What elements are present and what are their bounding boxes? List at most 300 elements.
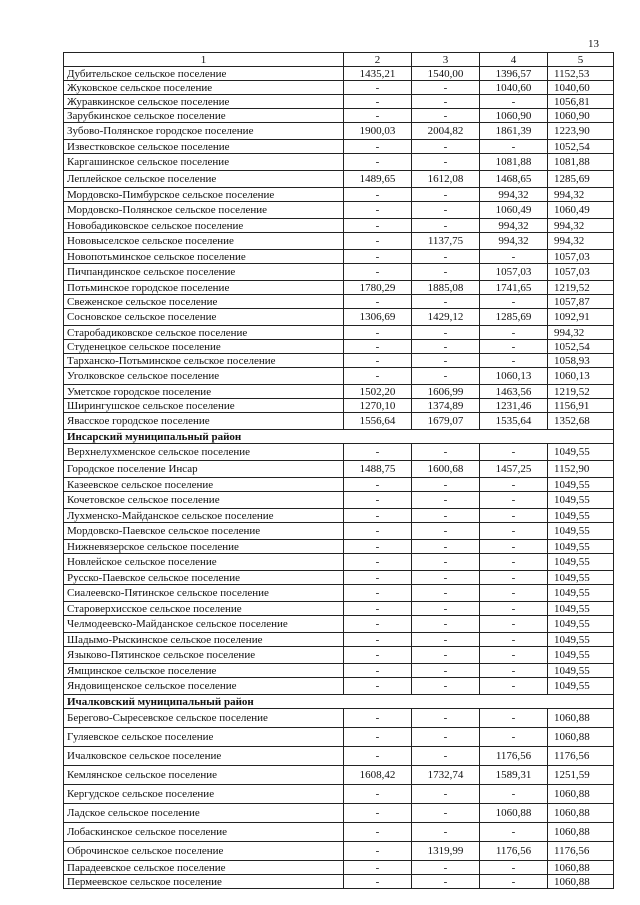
value-col-5: 994,32 xyxy=(548,188,614,202)
value-col-2: - xyxy=(344,154,412,171)
value-col-4: 1060,90 xyxy=(480,109,548,123)
section-title: Ичалковский муниципальный район xyxy=(64,695,614,709)
value-col-2: - xyxy=(344,264,412,281)
value-col-4: 994,32 xyxy=(480,219,548,233)
settlement-name: Зарубкинское сельское поселение xyxy=(64,109,344,123)
settlement-name: Сиалеевско-Пятинское сельское поселение xyxy=(64,585,344,602)
value-col-3: - xyxy=(412,154,480,171)
table-row xyxy=(64,219,614,233)
table-row xyxy=(64,354,614,368)
value-col-2: - xyxy=(344,340,412,354)
value-col-2: - xyxy=(344,861,412,875)
settlement-name: Староверхисское сельское поселение xyxy=(64,602,344,616)
value-col-5: 1060,88 xyxy=(548,823,614,842)
value-col-4: 1861,39 xyxy=(480,123,548,140)
value-col-3: - xyxy=(412,478,480,492)
value-col-5: 1049,55 xyxy=(548,444,614,461)
value-col-4: - xyxy=(480,326,548,340)
table-row xyxy=(64,509,614,523)
settlement-name: Казеевское сельское поселение xyxy=(64,478,344,492)
section-header-row xyxy=(64,695,614,709)
value-col-2: - xyxy=(344,81,412,95)
value-col-4: - xyxy=(480,140,548,154)
value-col-2: - xyxy=(344,728,412,747)
value-col-3: - xyxy=(412,647,480,664)
value-col-5: 1176,56 xyxy=(548,747,614,766)
table-row xyxy=(64,647,614,664)
value-col-4: - xyxy=(480,602,548,616)
value-col-2: - xyxy=(344,785,412,804)
value-col-3: - xyxy=(412,140,480,154)
value-col-2: - xyxy=(344,602,412,616)
value-col-5: 1152,53 xyxy=(548,67,614,81)
value-col-2: 1900,03 xyxy=(344,123,412,140)
value-col-5: 1049,55 xyxy=(548,571,614,585)
value-col-3: 1600,68 xyxy=(412,461,480,478)
table-row xyxy=(64,842,614,861)
value-col-5: 1049,55 xyxy=(548,633,614,647)
table-row xyxy=(64,109,614,123)
value-col-5: 1060,88 xyxy=(548,709,614,728)
value-col-3: - xyxy=(412,571,480,585)
value-col-4: - xyxy=(480,709,548,728)
table-row xyxy=(64,171,614,188)
value-col-4: - xyxy=(480,823,548,842)
table-row xyxy=(64,861,614,875)
value-col-4: - xyxy=(480,478,548,492)
table-row xyxy=(64,188,614,202)
value-col-5: 1060,88 xyxy=(548,875,614,889)
value-col-2: - xyxy=(344,585,412,602)
value-col-4: - xyxy=(480,492,548,509)
settlement-name: Ладское сельское поселение xyxy=(64,804,344,823)
settlement-name: Жуковское сельское поселение xyxy=(64,81,344,95)
value-col-4: 1463,56 xyxy=(480,385,548,399)
section-header-row xyxy=(64,430,614,444)
value-col-5: 1060,88 xyxy=(548,804,614,823)
settlement-name: Берегово-Сыресевское сельское поселение xyxy=(64,709,344,728)
settlement-name: Кергудское сельское поселение xyxy=(64,785,344,804)
value-col-5: 1060,88 xyxy=(548,785,614,804)
settlement-name: Нововыселское сельское поселение xyxy=(64,233,344,250)
value-col-4: - xyxy=(480,664,548,678)
value-col-4: 994,32 xyxy=(480,233,548,250)
settlement-name: Кочетовское сельское поселение xyxy=(64,492,344,509)
table-row xyxy=(64,633,614,647)
value-col-4: - xyxy=(480,540,548,554)
settlement-name: Леплейское сельское поселение xyxy=(64,171,344,188)
value-col-3: - xyxy=(412,523,480,540)
value-col-5: 1052,54 xyxy=(548,140,614,154)
value-col-2: 1488,75 xyxy=(344,461,412,478)
settlement-name: Нижневязерское сельское поселение xyxy=(64,540,344,554)
value-col-2: - xyxy=(344,354,412,368)
value-col-2: - xyxy=(344,842,412,861)
settlement-name: Потьминское городское поселение xyxy=(64,281,344,295)
value-col-2: - xyxy=(344,250,412,264)
table-row xyxy=(64,340,614,354)
settlement-name: Пичпандинское сельское поселение xyxy=(64,264,344,281)
value-col-2: - xyxy=(344,95,412,109)
value-col-3: - xyxy=(412,678,480,695)
settlement-name: Ичалковское сельское поселение xyxy=(64,747,344,766)
settlement-name: Ямщинское сельское поселение xyxy=(64,664,344,678)
value-col-2: - xyxy=(344,678,412,695)
settlement-name: Гуляевское сельское поселение xyxy=(64,728,344,747)
settlement-name: Известковское сельское поселение xyxy=(64,140,344,154)
value-col-5: 1223,90 xyxy=(548,123,614,140)
value-col-2: - xyxy=(344,326,412,340)
value-col-3: 1606,99 xyxy=(412,385,480,399)
table-row xyxy=(64,602,614,616)
value-col-5: 1060,88 xyxy=(548,861,614,875)
value-col-2: 1306,69 xyxy=(344,309,412,326)
value-col-5: 1056,81 xyxy=(548,95,614,109)
table-row xyxy=(64,140,614,154)
value-col-3: 1885,08 xyxy=(412,281,480,295)
value-col-4: - xyxy=(480,509,548,523)
table-row xyxy=(64,368,614,385)
value-col-5: 1176,56 xyxy=(548,842,614,861)
value-col-2: - xyxy=(344,747,412,766)
value-col-2: - xyxy=(344,509,412,523)
value-col-3: - xyxy=(412,602,480,616)
table-row xyxy=(64,875,614,889)
settlement-name: Каргашинское сельское поселение xyxy=(64,154,344,171)
settlement-name: Студенецкое сельское поселение xyxy=(64,340,344,354)
value-col-3: - xyxy=(412,492,480,509)
value-col-2: 1270,10 xyxy=(344,399,412,413)
value-col-2: - xyxy=(344,633,412,647)
value-col-3: - xyxy=(412,202,480,219)
settlement-name: Кемлянское сельское поселение xyxy=(64,766,344,785)
value-col-4: 1060,13 xyxy=(480,368,548,385)
settlement-name: Явасское городское поселение xyxy=(64,413,344,430)
value-col-4: - xyxy=(480,95,548,109)
table-row xyxy=(64,81,614,95)
settlement-name: Лобаскинское сельское поселение xyxy=(64,823,344,842)
value-col-5: 1049,55 xyxy=(548,647,614,664)
value-col-3: - xyxy=(412,728,480,747)
column-header-1: 1 xyxy=(64,53,344,67)
value-col-5: 1040,60 xyxy=(548,81,614,95)
table-row xyxy=(64,399,614,413)
table-row xyxy=(64,444,614,461)
table-header-row xyxy=(64,53,614,67)
value-col-5: 994,32 xyxy=(548,219,614,233)
settlements-table xyxy=(63,52,614,889)
table-row xyxy=(64,585,614,602)
table-row xyxy=(64,709,614,728)
settlement-name: Парадеевское сельское поселение xyxy=(64,861,344,875)
value-col-4: - xyxy=(480,523,548,540)
settlement-name: Шадымо-Рыскинское сельское поселение xyxy=(64,633,344,647)
value-col-2: - xyxy=(344,368,412,385)
table-row xyxy=(64,678,614,695)
value-col-2: - xyxy=(344,219,412,233)
value-col-5: 1049,55 xyxy=(548,492,614,509)
value-col-3: - xyxy=(412,354,480,368)
column-header-4: 4 xyxy=(480,53,548,67)
value-col-2: - xyxy=(344,540,412,554)
value-col-5: 1057,87 xyxy=(548,295,614,309)
settlement-name: Новлейское сельское поселение xyxy=(64,554,344,571)
settlement-name: Челмодеевско-Майданское сельское поселение xyxy=(64,616,344,633)
value-col-2: - xyxy=(344,295,412,309)
value-col-2: - xyxy=(344,523,412,540)
value-col-5: 1152,90 xyxy=(548,461,614,478)
value-col-5: 1057,03 xyxy=(548,250,614,264)
value-col-2: - xyxy=(344,875,412,889)
value-col-5: 1156,91 xyxy=(548,399,614,413)
table-row xyxy=(64,413,614,430)
value-col-3: - xyxy=(412,188,480,202)
settlement-name: Городское поселение Инсар xyxy=(64,461,344,478)
settlement-name: Уметское городское поселение xyxy=(64,385,344,399)
value-col-3: 2004,82 xyxy=(412,123,480,140)
table-row xyxy=(64,804,614,823)
value-col-2: - xyxy=(344,188,412,202)
value-col-4: 1457,25 xyxy=(480,461,548,478)
value-col-4: 1060,49 xyxy=(480,202,548,219)
value-col-2: 1608,42 xyxy=(344,766,412,785)
value-col-4: - xyxy=(480,633,548,647)
value-col-3: 1374,89 xyxy=(412,399,480,413)
settlement-name: Языково-Пятинское сельское поселение xyxy=(64,647,344,664)
table-row xyxy=(64,616,614,633)
value-col-2: 1435,21 xyxy=(344,67,412,81)
value-col-4: - xyxy=(480,861,548,875)
settlement-name: Пермеевское сельское поселение xyxy=(64,875,344,889)
value-col-2: 1780,29 xyxy=(344,281,412,295)
value-col-5: 1285,69 xyxy=(548,171,614,188)
value-col-3: - xyxy=(412,81,480,95)
table-row xyxy=(64,326,614,340)
value-col-3: 1429,12 xyxy=(412,309,480,326)
settlement-name: Свеженское сельское поселение xyxy=(64,295,344,309)
value-col-4: 1060,88 xyxy=(480,804,548,823)
settlement-name: Журавкинское сельское поселение xyxy=(64,95,344,109)
settlement-name: Яндовищенское сельское поселение xyxy=(64,678,344,695)
value-col-3: - xyxy=(412,326,480,340)
value-col-4: - xyxy=(480,554,548,571)
settlement-name: Зубово-Полянское городское поселение xyxy=(64,123,344,140)
value-col-4: - xyxy=(480,571,548,585)
table-row xyxy=(64,554,614,571)
value-col-2: - xyxy=(344,664,412,678)
settlement-name: Уголковское сельское поселение xyxy=(64,368,344,385)
value-col-5: 1060,13 xyxy=(548,368,614,385)
value-col-5: 1058,93 xyxy=(548,354,614,368)
table-row xyxy=(64,766,614,785)
value-col-5: 1057,03 xyxy=(548,264,614,281)
table-row xyxy=(64,295,614,309)
value-col-5: 1049,55 xyxy=(548,509,614,523)
table-body xyxy=(64,67,614,889)
value-col-4: - xyxy=(480,340,548,354)
value-col-5: 1049,55 xyxy=(548,585,614,602)
value-col-4: 1396,57 xyxy=(480,67,548,81)
value-col-2: - xyxy=(344,571,412,585)
column-header-5: 5 xyxy=(548,53,614,67)
table-row xyxy=(64,785,614,804)
value-col-3: - xyxy=(412,585,480,602)
table-row xyxy=(64,523,614,540)
value-col-2: - xyxy=(344,823,412,842)
value-col-3: - xyxy=(412,368,480,385)
value-col-3: - xyxy=(412,804,480,823)
value-col-5: 1049,55 xyxy=(548,523,614,540)
value-col-3: - xyxy=(412,340,480,354)
value-col-3: 1679,07 xyxy=(412,413,480,430)
table-row xyxy=(64,95,614,109)
settlement-name: Новопотьминское сельское поселение xyxy=(64,250,344,264)
table-row xyxy=(64,202,614,219)
value-col-4: 1040,60 xyxy=(480,81,548,95)
value-col-4: - xyxy=(480,785,548,804)
settlement-name: Старобадиковское сельское поселение xyxy=(64,326,344,340)
value-col-4: 1176,56 xyxy=(480,842,548,861)
value-col-3: 1540,00 xyxy=(412,67,480,81)
table-row xyxy=(64,747,614,766)
value-col-2: 1556,64 xyxy=(344,413,412,430)
value-col-2: - xyxy=(344,233,412,250)
table-row xyxy=(64,309,614,326)
table-row xyxy=(64,461,614,478)
value-col-5: 1081,88 xyxy=(548,154,614,171)
value-col-5: 1049,55 xyxy=(548,554,614,571)
value-col-3: - xyxy=(412,444,480,461)
value-col-4: - xyxy=(480,728,548,747)
settlement-name: Оброчинское сельское поселение xyxy=(64,842,344,861)
value-col-4: - xyxy=(480,354,548,368)
settlement-name: Тарханско-Потьминское сельское поселение xyxy=(64,354,344,368)
value-col-3: 1319,99 xyxy=(412,842,480,861)
section-title: Инсарский муниципальный район xyxy=(64,430,614,444)
value-col-4: 1741,65 xyxy=(480,281,548,295)
value-col-4: - xyxy=(480,616,548,633)
value-col-4: - xyxy=(480,295,548,309)
value-col-4: 1535,64 xyxy=(480,413,548,430)
value-col-3: - xyxy=(412,95,480,109)
settlement-name: Ширингушское сельское поселение xyxy=(64,399,344,413)
table-row xyxy=(64,478,614,492)
value-col-4: - xyxy=(480,678,548,695)
value-col-3: - xyxy=(412,664,480,678)
settlement-name: Мордовско-Пимбурское сельское поселение xyxy=(64,188,344,202)
value-col-2: - xyxy=(344,478,412,492)
table-row xyxy=(64,250,614,264)
value-col-3: 1732,74 xyxy=(412,766,480,785)
value-col-5: 1352,68 xyxy=(548,413,614,430)
value-col-5: 1060,88 xyxy=(548,728,614,747)
value-col-3: - xyxy=(412,250,480,264)
settlement-name: Дубительское сельское поселение xyxy=(64,67,344,81)
value-col-5: 1052,54 xyxy=(548,340,614,354)
value-col-3: 1612,08 xyxy=(412,171,480,188)
table-row xyxy=(64,154,614,171)
value-col-5: 1049,55 xyxy=(548,664,614,678)
table-row xyxy=(64,728,614,747)
settlement-name: Мордовско-Паевское сельское поселение xyxy=(64,523,344,540)
value-col-2: - xyxy=(344,492,412,509)
value-col-4: 1468,65 xyxy=(480,171,548,188)
settlement-name: Сосновское сельское поселение xyxy=(64,309,344,326)
value-col-3: - xyxy=(412,509,480,523)
value-col-5: 1049,55 xyxy=(548,602,614,616)
table-row xyxy=(64,571,614,585)
value-col-3: - xyxy=(412,633,480,647)
value-col-3: - xyxy=(412,875,480,889)
value-col-3: - xyxy=(412,747,480,766)
value-col-4: 994,32 xyxy=(480,188,548,202)
value-col-4: - xyxy=(480,647,548,664)
value-col-2: - xyxy=(344,616,412,633)
value-col-5: 1219,52 xyxy=(548,281,614,295)
settlement-name: Лухменско-Майданское сельское поселение xyxy=(64,509,344,523)
settlement-name: Русско-Паевское сельское поселение xyxy=(64,571,344,585)
value-col-3: - xyxy=(412,540,480,554)
value-col-5: 994,32 xyxy=(548,233,614,250)
value-col-4: - xyxy=(480,875,548,889)
value-col-3: - xyxy=(412,823,480,842)
value-col-3: - xyxy=(412,861,480,875)
value-col-3: - xyxy=(412,616,480,633)
value-col-2: 1502,20 xyxy=(344,385,412,399)
column-header-2: 2 xyxy=(344,53,412,67)
table-row xyxy=(64,823,614,842)
value-col-5: 1092,91 xyxy=(548,309,614,326)
value-col-4: 1176,56 xyxy=(480,747,548,766)
value-col-3: - xyxy=(412,109,480,123)
value-col-5: 994,32 xyxy=(548,326,614,340)
value-col-2: - xyxy=(344,709,412,728)
value-col-4: - xyxy=(480,250,548,264)
value-col-5: 1049,55 xyxy=(548,478,614,492)
table-row xyxy=(64,492,614,509)
value-col-4: - xyxy=(480,585,548,602)
value-col-2: - xyxy=(344,804,412,823)
table-row xyxy=(64,281,614,295)
table-row xyxy=(64,123,614,140)
value-col-5: 1049,55 xyxy=(548,616,614,633)
settlement-name: Мордовско-Полянское сельское поселение xyxy=(64,202,344,219)
value-col-2: 1489,65 xyxy=(344,171,412,188)
value-col-5: 1060,90 xyxy=(548,109,614,123)
value-col-5: 1219,52 xyxy=(548,385,614,399)
value-col-2: - xyxy=(344,444,412,461)
value-col-4: 1231,46 xyxy=(480,399,548,413)
table-row xyxy=(64,664,614,678)
value-col-5: 1049,55 xyxy=(548,678,614,695)
value-col-2: - xyxy=(344,109,412,123)
value-col-3: - xyxy=(412,264,480,281)
column-header-3: 3 xyxy=(412,53,480,67)
table-row xyxy=(64,385,614,399)
table-row xyxy=(64,67,614,81)
table-row xyxy=(64,264,614,281)
value-col-5: 1049,55 xyxy=(548,540,614,554)
value-col-2: - xyxy=(344,647,412,664)
value-col-4: 1285,69 xyxy=(480,309,548,326)
value-col-2: - xyxy=(344,202,412,219)
value-col-4: 1589,31 xyxy=(480,766,548,785)
value-col-4: - xyxy=(480,444,548,461)
value-col-5: 1060,49 xyxy=(548,202,614,219)
value-col-3: 1137,75 xyxy=(412,233,480,250)
table-row xyxy=(64,233,614,250)
value-col-2: - xyxy=(344,140,412,154)
